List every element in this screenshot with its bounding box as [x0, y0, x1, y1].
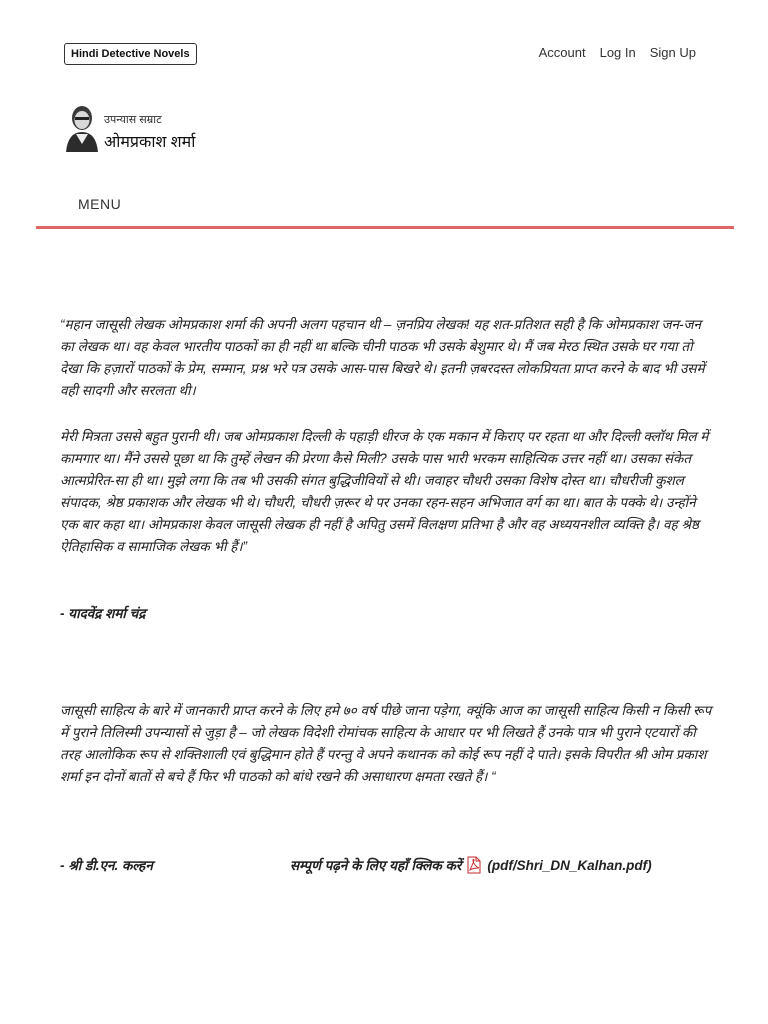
quote-author-1: - यादवेंद्र शर्मा चंद्र [60, 606, 146, 621]
author-portrait-icon [62, 102, 102, 152]
top-bar [0, 0, 768, 90]
quote-author-2: - श्री डी.एन. कल्हन [60, 858, 153, 873]
pdf-link-text[interactable]: (pdf/Shri_DN_Kalhan.pdf) [487, 857, 652, 873]
pdf-icon[interactable] [465, 856, 483, 874]
read-more-text[interactable]: सम्पूर्ण पढ़ने के लिए यहाँ क्लिक करें [290, 858, 462, 873]
read-more-link[interactable] [290, 856, 652, 874]
menu-button[interactable]: MENU [78, 196, 122, 212]
quote-paragraph-3: जासूसी साहित्य के बारे में जानकारी प्राप्त करने के लिए हमे ७० वर्ष पीछे जाना पड़ेगा, क्यूंकि आज का जासूसी साहित्य किसी न किसी रूप में पुराने तिलिस्मी उपन्यासों से जुड़ा है – जो लेखक विदेशी रोमांचक साहित्य के आधार पर भी लिखते हैं उनके पात्र भी पुराने एटयारों की तरह आलोकिक रूप से शक्तिशाली एवं बुद्धिमान होते हैं परन्तु वे अपने कथानक को कोई रूप नहीं दे पाते। इसके विपरीत श्री ओम प्रकाश शर्मा इन दोनों बातों से बचे हैं फिर भी पाठको को बांधे रखने की असाधारण क्षमता रखते हैं। “ [60, 703, 712, 784]
signup-link[interactable]: Sign Up [649, 45, 696, 60]
login-link[interactable]: Log In [599, 45, 636, 60]
header-divider [36, 226, 734, 229]
logo-subtitle: उपन्यास सम्राट [104, 114, 162, 126]
brand-button[interactable]: Hindi Detective Novels [64, 43, 197, 65]
site-logo[interactable] [62, 102, 262, 154]
logo-title: ओमप्रकाश शर्मा [104, 134, 196, 151]
quote-paragraph-2: मेरी मित्रता उससे बहुत पुरानी थी। जब ओमप्रकाश दिल्ली के पहाड़ी धीरज के एक मकान में किराए पर रहता था और दिल्ली क्लॉथ मिल में कामगार था। मैंने उससे पूछा था कि तुम्हें लेखन की प्रेरणा कैसे मिली? उसके पास भारी भरकम साहित्यिक उत्तर नहीं था। उसका संकेत आत्मप्रेरित-सा ही था। मुझे लगा कि तब भी उसकी संगत बुद्धिजीवियों से थी। जवाहर चौधरी उसका विशेष दोस्त था। चौधरीजी कुशल संपादक, श्रेष्ठ प्रकाशक और लेखक भी थे। चौधरी, चौधरी ज़रूर थे पर उनका रहन-सहन अभिजात वर्ग का था। बात के पक्के थे। उन्होंने एक बार कहा था। ओमप्रकाश केवल जासूसी लेखक ही नहीं है अपितु उसमें विलक्षण प्रतिभा है और वह अध्ययनशील व्यक्ति है। वह श्रेष्ठ ऐतिहासिक व सामाजिक लेखक भी हैं।” [60, 429, 709, 554]
quote-paragraph-1: “महान जासूसी लेखक ओमप्रकाश शर्मा की अपनी अलग पहचान थी – ज़नप्रिय लेखक! यह शत-प्रतिशत सही है कि ओमप्रकाश जन-जन का लेखक था। वह केवल भारतीय पाठकों का ही नहीं था बल्कि चीनी पाठक भी उसके बेशुमार थे। मैं जब मेरठ स्थित उसके घर गया तो देखा कि हज़ारों पाठकों के प्रेम, सम्मान, प्रश्न भरे पत्र उसके आस-पास बिखरे थे। इतनी ज़बरदस्त लोकप्रियता प्राप्त करने के बाद भी उसमें वही सादगी और सरलता थी। [60, 317, 705, 398]
account-link[interactable]: Account [538, 45, 586, 60]
top-nav [539, 45, 696, 60]
